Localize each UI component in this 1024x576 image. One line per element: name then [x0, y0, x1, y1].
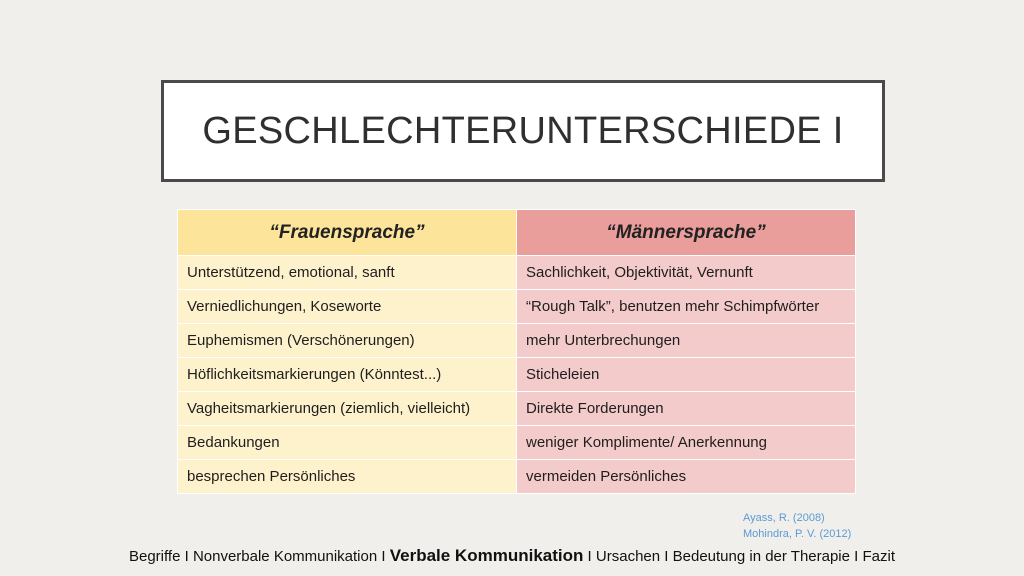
nav-item-begriffe[interactable]: Begriffe	[128, 548, 181, 565]
slide-title: GESCHLECHTERUNTERSCHIEDE I	[202, 109, 844, 152]
table-cell-maennersprache: mehr Unterbrechungen	[517, 324, 856, 358]
reference-mohindra: Mohindra, P. V. (2012)	[743, 528, 852, 540]
nav-separator: I	[849, 548, 863, 565]
nav-item-fazit[interactable]: Fazit	[862, 548, 896, 565]
table-header-row	[178, 210, 856, 256]
table-cell-maennersprache: vermeiden Persönliches	[517, 460, 856, 494]
table-cell-frauensprache: Euphemismen (Verschönerungen)	[178, 324, 517, 358]
table-row	[178, 256, 856, 290]
nav-separator: I	[583, 548, 596, 565]
table-row	[178, 358, 856, 392]
title-box	[161, 80, 885, 182]
table-cell-maennersprache: Sachlichkeit, Objektivität, Vernunft	[517, 256, 856, 290]
header-frauensprache: “Frauensprache”	[178, 210, 517, 256]
table-row	[178, 324, 856, 358]
table-row	[178, 426, 856, 460]
section-navigation	[0, 546, 1024, 566]
table-cell-frauensprache: besprechen Persönliches	[178, 460, 517, 494]
table-cell-maennersprache: Direkte Forderungen	[517, 392, 856, 426]
nav-separator: I	[660, 548, 673, 565]
table-cell-maennersprache: Sticheleien	[517, 358, 856, 392]
table-cell-maennersprache: “Rough Talk”, benutzen mehr Schimpfwörter	[517, 290, 856, 324]
nav-item-verbale-kommunikation[interactable]: Verbale Kommunikation	[389, 546, 584, 565]
table-row	[178, 290, 856, 324]
comparison-table	[177, 209, 856, 494]
nav-item-ursachen[interactable]: Ursachen	[595, 548, 661, 565]
table-row	[178, 392, 856, 426]
table-cell-frauensprache: Vagheitsmarkierungen (ziemlich, vielleicht)	[178, 392, 517, 426]
reference-ayass: Ayass, R. (2008)	[743, 512, 825, 524]
header-maennersprache: “Männersprache”	[517, 210, 856, 256]
nav-separator: I	[180, 548, 193, 565]
table-row	[178, 460, 856, 494]
nav-item-nonverbale-kommunikation[interactable]: Nonverbale Kommunikation	[192, 548, 378, 565]
nav-item-bedeutung-in-der-therapie[interactable]: Bedeutung in der Therapie	[672, 548, 850, 565]
table-cell-frauensprache: Höflichkeitsmarkierungen (Könntest...)	[178, 358, 517, 392]
table-cell-frauensprache: Bedankungen	[178, 426, 517, 460]
references	[743, 510, 851, 542]
table-cell-frauensprache: Unterstützend, emotional, sanft	[178, 256, 517, 290]
table-cell-maennersprache: weniger Komplimente/ Anerkennung	[517, 426, 856, 460]
nav-separator: I	[377, 548, 390, 565]
table-cell-frauensprache: Verniedlichungen, Koseworte	[178, 290, 517, 324]
